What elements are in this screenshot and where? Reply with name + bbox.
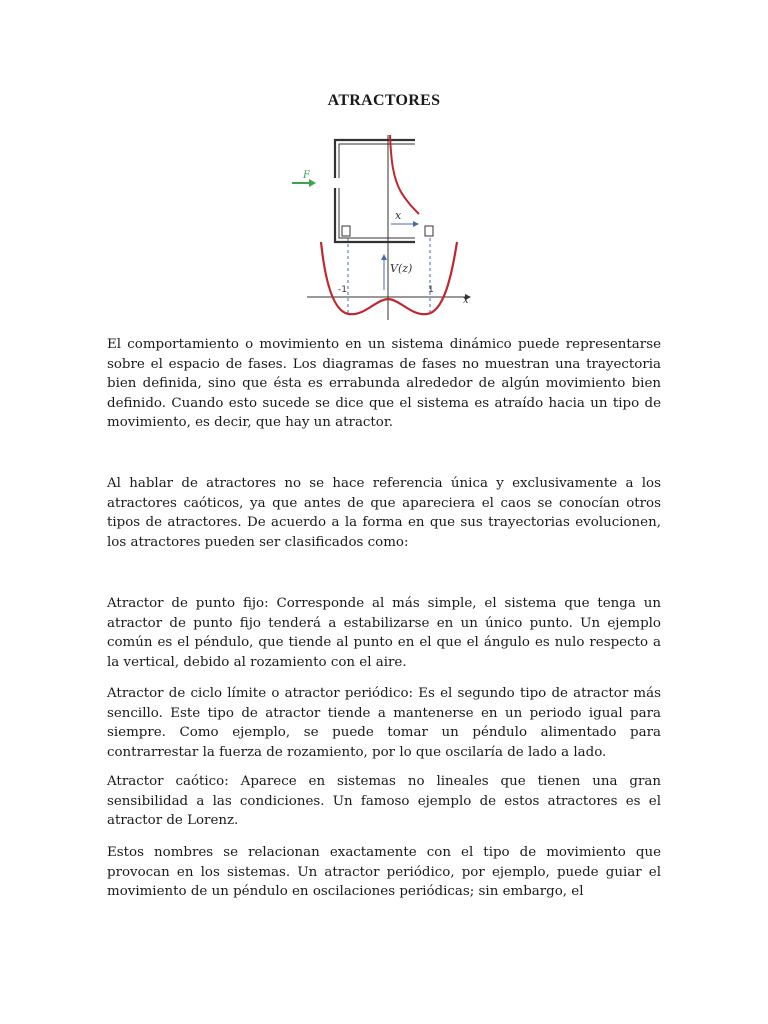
left-block xyxy=(342,226,350,236)
paragraph-intro: El comportamiento o movimiento en un sistema dinámico puede representarse sobre el espacio de fases. Los diagramas de fases no muestran una trayectoria bien definida, sino que ésta es errabunda alrededor de algún movimiento bien definido. Cuando esto sucede se dice que el sistema es atraído hacia un tipo de movimiento, es decir, que hay un atractor. xyxy=(107,337,661,431)
right-block xyxy=(425,226,433,236)
trajectory-curve xyxy=(390,135,419,214)
potential-well-figure xyxy=(287,130,487,330)
potential-arrow-head xyxy=(381,254,387,260)
left-tick-label: -1 xyxy=(338,285,347,295)
document-title: ATRACTORES xyxy=(327,92,441,109)
axis-label: x xyxy=(463,295,469,306)
paragraph-classification: Al hablar de atractores no se hace referencia única y exclusivamente a los atractores caóticos, ya que antes de que apareciera el caos se conocían otros tipos de atractores. De acuerdo a la forma en que sus trayectorias evolucionen, los atractores pueden ser clasificados como: xyxy=(107,476,661,550)
x-label: x xyxy=(395,209,402,222)
paragraph-limit-cycle: Atractor de ciclo límite o atractor periódico: Es el segundo tipo de atractor más sencillo. Este tipo de atractor tiende a mantenerse en un periodo igual para siempre. Como ejemplo, se puede tomar un péndulo alimentado para contrarrestar la fuerza de rozamiento, por lo que oscilaría de lado a lado. xyxy=(107,686,661,760)
paragraph-names: Estos nombres se relacionan exactamente con el tipo de movimiento que provocan en los sistemas. Un atractor periódico, por ejemplo, puede guiar el movimiento de un péndulo en oscilaciones periódicas; sin embargo, el xyxy=(107,845,661,900)
apparatus-frame xyxy=(335,140,415,242)
potential-curve xyxy=(321,242,457,314)
paragraph-chaotic: Atractor caótico: Aparece en sistemas no lineales que tienen una gran sensibilidad a las condiciones. Un famoso ejemplo de estos atractores es el atractor de Lorenz. xyxy=(107,774,661,829)
potential-label: V(z) xyxy=(390,262,413,275)
right-tick-label: 1 xyxy=(428,285,434,295)
x-arrow-head xyxy=(413,221,419,227)
paragraph-fixed-point: Atractor de punto fijo: Corresponde al más simple, el sistema que tenga un atractor de punto fijo tenderá a estabilizarse en un único punto. Un ejemplo común es el péndulo, que tiende al punto en el que el ángulo es nulo respecto a la vertical, debido al rozamiento con el aire. xyxy=(107,596,661,670)
force-label: F xyxy=(303,170,310,181)
force-arrow-head xyxy=(309,179,316,187)
